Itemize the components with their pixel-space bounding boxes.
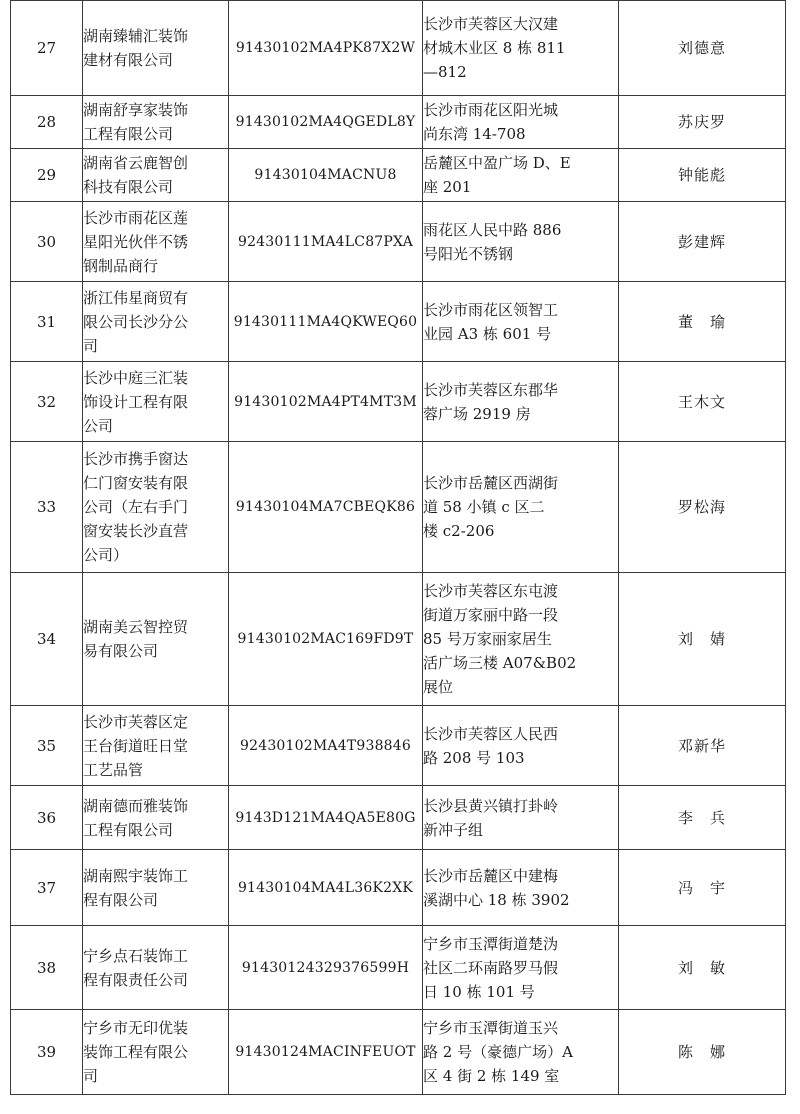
row-number: 35 (11, 706, 83, 786)
company-name: 湖南舒享家装饰 工程有限公司 (83, 96, 229, 149)
row-number: 29 (11, 149, 83, 202)
legal-representative: 刘 婧 (619, 573, 786, 706)
company-name: 湖南德而雅装饰 工程有限公司 (83, 786, 229, 850)
credit-code: 92430111MA4LC87PXA (229, 202, 423, 282)
company-address: 宁乡市玉潭街道楚沩 社区二环南路罗马假 日 10 栋 101 号 (423, 926, 619, 1010)
table-row (11, 96, 786, 149)
credit-code: 91430102MA4PT4MT3M (229, 362, 423, 442)
legal-representative: 董 瑜 (619, 282, 786, 362)
legal-representative: 刘德意 (619, 1, 786, 96)
legal-representative: 彭建辉 (619, 202, 786, 282)
table-row (11, 706, 786, 786)
credit-code: 91430102MA4PK87X2W (229, 1, 423, 96)
credit-code: 91430104MACNU8 (229, 149, 423, 202)
row-number: 37 (11, 850, 83, 926)
legal-representative: 王木文 (619, 362, 786, 442)
company-address: 长沙市雨花区领智工 业园 A3 栋 601 号 (423, 282, 619, 362)
company-address: 长沙市雨花区阳光城 尚东湾 14-708 (423, 96, 619, 149)
company-name: 湖南省云鹿智创 科技有限公司 (83, 149, 229, 202)
row-number: 36 (11, 786, 83, 850)
credit-code: 91430124MACINFEUOT (229, 1010, 423, 1095)
row-number: 31 (11, 282, 83, 362)
table-row (11, 926, 786, 1010)
company-address: 雨花区人民中路 886 号阳光不锈钢 (423, 202, 619, 282)
credit-code: 91430102MA4QGEDL8Y (229, 96, 423, 149)
table-body (11, 1, 786, 1095)
company-name: 湖南美云智控贸 易有限公司 (83, 573, 229, 706)
company-name: 浙江伟星商贸有 限公司长沙分公 司 (83, 282, 229, 362)
company-name: 湖南臻辅汇装饰 建材有限公司 (83, 1, 229, 96)
legal-representative: 李 兵 (619, 786, 786, 850)
company-name: 湖南熙宇装饰工 程有限公司 (83, 850, 229, 926)
row-number: 39 (11, 1010, 83, 1095)
legal-representative: 冯 宇 (619, 850, 786, 926)
company-name: 长沙市芙蓉区定 王台街道旺日堂 工艺品管 (83, 706, 229, 786)
credit-code: 91430102MAC169FD9T (229, 573, 423, 706)
credit-code: 91430104MA7CBEQK86 (229, 442, 423, 573)
row-number: 27 (11, 1, 83, 96)
table-row (11, 442, 786, 573)
company-name: 宁乡市无印优装 装饰工程有限公 司 (83, 1010, 229, 1095)
company-address: 长沙市芙蓉区人民西 路 208 号 103 (423, 706, 619, 786)
credit-code: 91430124329376599H (229, 926, 423, 1010)
company-address: 长沙市芙蓉区大汉建 材城木业区 8 栋 811 —812 (423, 1, 619, 96)
row-number: 34 (11, 573, 83, 706)
company-address: 长沙县黄兴镇打卦岭 新冲子组 (423, 786, 619, 850)
row-number: 38 (11, 926, 83, 1010)
company-name: 长沙市雨花区莲 星阳光伙伴不锈 钢制品商行 (83, 202, 229, 282)
legal-representative: 钟能彪 (619, 149, 786, 202)
credit-code: 9143D121MA4QA5E80G (229, 786, 423, 850)
company-address: 长沙市岳麓区中建梅 溪湖中心 18 栋 3902 (423, 850, 619, 926)
table-row (11, 202, 786, 282)
table-row (11, 1, 786, 96)
table-row (11, 1010, 786, 1095)
company-address: 宁乡市玉潭街道玉兴 路 2 号（豪德广场）A 区 4 街 2 栋 149 室 (423, 1010, 619, 1095)
row-number: 32 (11, 362, 83, 442)
credit-code: 91430104MA4L36K2XK (229, 850, 423, 926)
company-address: 长沙市岳麓区西湖街 道 58 小镇 c 区二 楼 c2-206 (423, 442, 619, 573)
company-address: 岳麓区中盈广场 D、E 座 201 (423, 149, 619, 202)
company-name: 长沙市携手窗达 仁门窗安装有限 公司（左右手门 窗安装长沙直营 公司） (83, 442, 229, 573)
legal-representative: 苏庆罗 (619, 96, 786, 149)
legal-representative: 邓新华 (619, 706, 786, 786)
company-registry-table (10, 0, 786, 1095)
credit-code: 92430102MA4T938846 (229, 706, 423, 786)
row-number: 33 (11, 442, 83, 573)
table-row (11, 850, 786, 926)
table-row (11, 573, 786, 706)
legal-representative: 陈 娜 (619, 1010, 786, 1095)
company-address: 长沙市芙蓉区东屯渡 街道万家丽中路一段 85 号万家丽家居生 活广场三楼 A07&B02 展位 (423, 573, 619, 706)
table-row (11, 282, 786, 362)
table-row (11, 786, 786, 850)
table-row (11, 362, 786, 442)
credit-code: 91430111MA4QKWEQ60 (229, 282, 423, 362)
company-address: 长沙市芙蓉区东郡华 蓉广场 2919 房 (423, 362, 619, 442)
row-number: 30 (11, 202, 83, 282)
legal-representative: 罗松海 (619, 442, 786, 573)
legal-representative: 刘 敏 (619, 926, 786, 1010)
company-name: 长沙中庭三汇装 饰设计工程有限 公司 (83, 362, 229, 442)
company-name: 宁乡点石装饰工 程有限责任公司 (83, 926, 229, 1010)
table-row (11, 149, 786, 202)
row-number: 28 (11, 96, 83, 149)
